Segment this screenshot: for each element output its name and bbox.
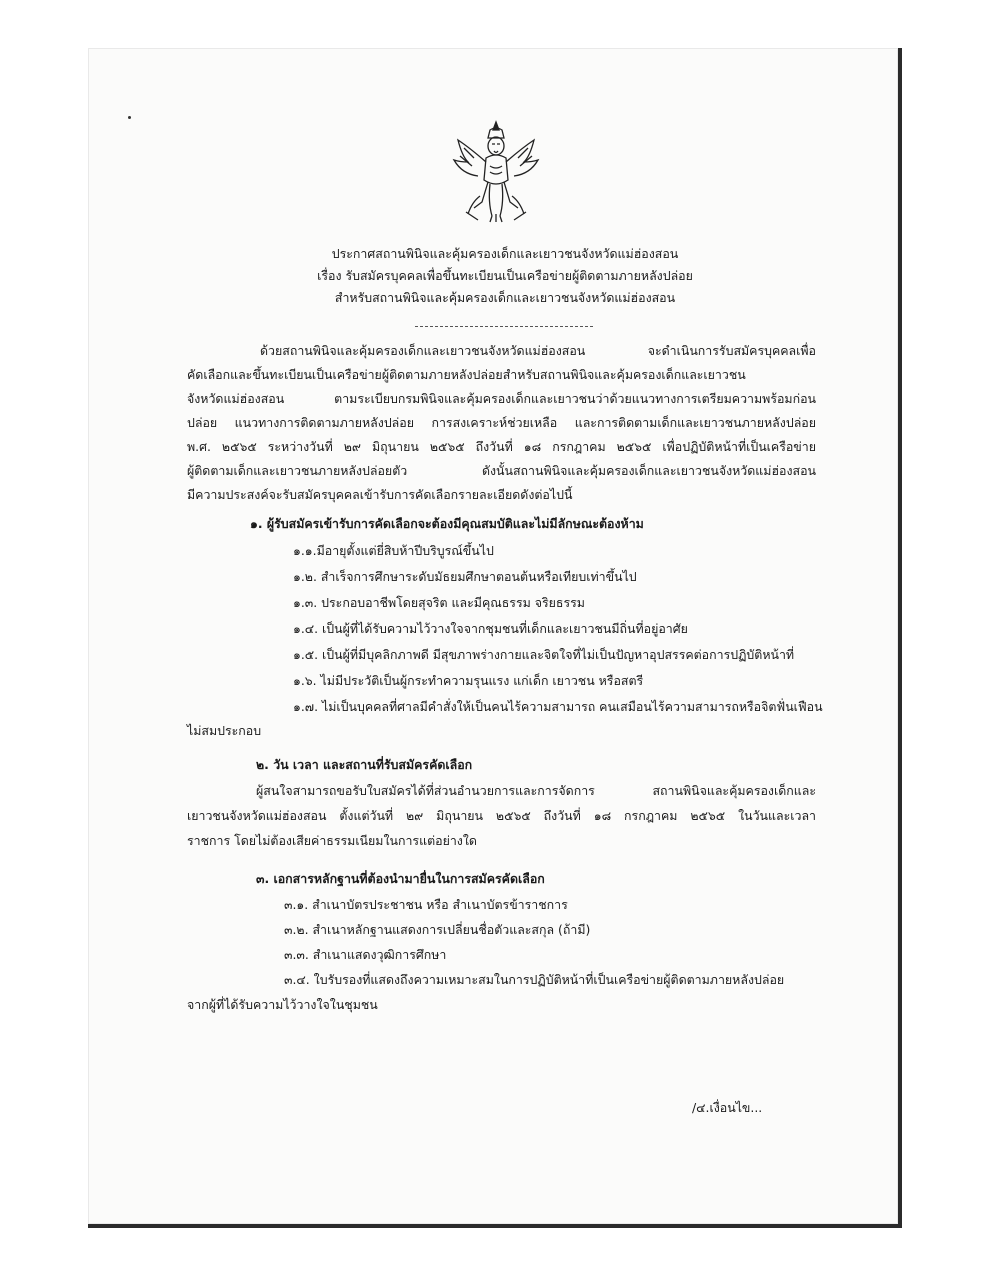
next-page-marker: /๔.เงื่อนไข...: [692, 1100, 763, 1115]
section1-continuation: ไม่สมประกอบ: [187, 723, 262, 738]
section3-heading: ๓. เอกสารหลักฐานที่ต้องนำมายื่นในการสมัครคัดเลือก: [256, 871, 545, 886]
announcement-scope: สำหรับสถานพินิจและคุ้มครองเด็กและเยาวชนจังหวัดแม่ฮ่องสอน: [334, 290, 676, 305]
section3-continuation: จากผู้ที่ได้รับความไว้วางใจในชุมชน: [187, 997, 378, 1012]
section3-item: ๓.๒. สำเนาหลักฐานแสดงการเปลี่ยนชื่อตัวและสกุล (ถ้ามี): [284, 922, 591, 937]
section1-item: ๑.๒. สำเร็จการศึกษาระดับมัธยมศึกษาตอนต้นหรือเทียบเท่าขึ้นไป: [293, 569, 637, 584]
announcement-title: ประกาศสถานพินิจและคุ้มครองเด็กและเยาวชนจังหวัดแม่ฮ่องสอน: [331, 246, 679, 261]
section3-item: ๓.๓. สำเนาแสดงวุฒิการศึกษา: [284, 947, 447, 962]
intro-line: พ.ศ. ๒๕๖๕ ระหว่างวันที่ ๒๙ มิถุนายน ๒๕๖๕ ถึงวันที่ ๑๘ กรกฎาคม ๒๕๖๕ เพื่อปฏิบัติหน้าที่เป็นเครือข่าย: [187, 439, 816, 454]
section3-item: ๓.๑. สำเนาบัตรประชาชน หรือ สำเนาบัตรข้าราชการ: [284, 897, 568, 912]
section2-line: ราชการ โดยไม่ต้องเสียค่าธรรมเนียมในการแต่อย่างใด: [187, 833, 477, 848]
section3-item: ๓.๔. ใบรับรองที่แสดงถึงความเหมาะสมในการปฏิบัติหน้าที่เป็นเครือข่ายผู้ติดตามภายหลังปล่อย: [284, 972, 785, 987]
garuda-emblem: [450, 118, 542, 226]
section1-heading: ๑. ผู้รับสมัครเข้ารับการคัดเลือกจะต้องมีคุณสมบัติและไม่มีลักษณะต้องห้าม: [250, 516, 644, 531]
title-divider: [415, 326, 593, 327]
section1-item: ๑.๔. เป็นผู้ที่ได้รับความไว้วางใจจากชุมชนที่เด็กและเยาวชนมีถิ่นที่อยู่อาศัย: [293, 621, 688, 636]
section1-item: ๑.๗. ไม่เป็นบุคคลที่ศาลมีคำสั่งให้เป็นคนไร้ความสามารถ คนเสมือนไร้ความสามารถหรือจิตฟั่นเฟือน: [293, 699, 823, 714]
section2-heading: ๒. วัน เวลา และสถานที่รับสมัครคัดเลือก: [256, 757, 473, 772]
intro-line: ปล่อย แนวทางการติดตามภายหลังปล่อย การสงเคราะห์ช่วยเหลือ และการติดตามเด็กและเยาวชนภายหลังปล่อย: [187, 415, 816, 430]
section1-item: ๑.๑.มีอายุตั้งแต่ยี่สิบห้าปีบริบูรณ์ขึ้นไป: [293, 543, 494, 558]
section1-item: ๑.๖. ไม่มีประวัติเป็นผู้กระทำความรุนแรง แก่เด็ก เยาวชน หรือสตรี: [293, 673, 644, 688]
intro-line: ผู้ติดตามเด็กและเยาวชนภายหลังปล่อยตัว ดังนั้นสถานพินิจและคุ้มครองเด็กและเยาวชนจังหวัดแม่ฮ่องสอน: [187, 463, 816, 478]
intro-line: มีความประสงค์จะรับสมัครบุคคลเข้ารับการคัดเลือกรายละเอียดดังต่อไปนี้: [187, 487, 573, 502]
scan-speck: [128, 116, 131, 119]
section2-line: เยาวชนจังหวัดแม่ฮ่องสอน ตั้งแต่วันที่ ๒๙ มิถุนายน ๒๕๖๕ ถึงวันที่ ๑๘ กรกฎาคม ๒๕๖๕ ในวันและเวลา: [187, 808, 816, 823]
intro-line: คัดเลือกและขึ้นทะเบียนเป็นเครือข่ายผู้ติดตามภายหลังปล่อยสำหรับสถานพินิจและคุ้มครองเด็กและเยาวชน: [187, 367, 746, 382]
announcement-subject: เรื่อง รับสมัครบุคคลเพื่อขึ้นทะเบียนเป็นเครือข่ายผู้ติดตามภายหลังปล่อย: [317, 268, 693, 283]
section2-line: ผู้สนใจสามารถขอรับใบสมัครได้ที่ส่วนอำนวยการและการจัดการ สถานพินิจและคุ้มครองเด็กและ: [256, 783, 816, 798]
section1-item: ๑.๕. เป็นผู้ที่มีบุคลิกภาพดี มีสุขภาพร่างกายและจิตใจที่ไม่เป็นปัญหาอุปสรรคต่อการปฏิบัติหน้าที่: [293, 647, 795, 662]
intro-line: จังหวัดแม่ฮ่องสอน ตามระเบียบกรมพินิจและคุ้มครองเด็กและเยาวชนว่าด้วยแนวทางการเตรียมความพร้อมก่อน: [187, 391, 816, 406]
section1-item: ๑.๓. ประกอบอาชีพโดยสุจริต และมีคุณธรรม จริยธรรม: [293, 595, 585, 610]
intro-line: ด้วยสถานพินิจและคุ้มครองเด็กและเยาวชนจังหวัดแม่ฮ่องสอน จะดำเนินการรับสมัครบุคคลเพื่อ: [260, 343, 816, 358]
